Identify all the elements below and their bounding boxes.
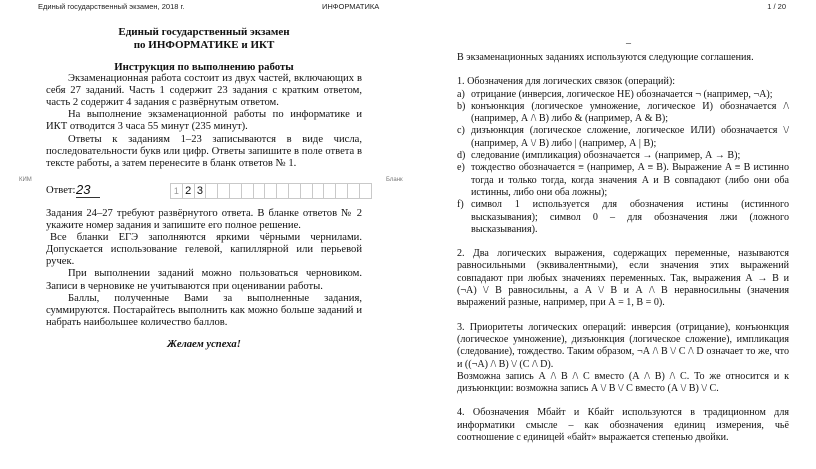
list-item-text: конъюнкция (логическое умножение, логическое И) обозначается /\ (например, А /\ В) либо & (например, А & В); [471,100,789,125]
list-item-label: c) [457,125,465,137]
answer-cell-number: 1 [170,183,183,199]
page-dash: – [626,38,631,49]
right-page [457,52,789,444]
list-item-text: следование (импликация) обозначается → (например, А → В); [471,150,741,162]
answer-cell-digit: 3 [194,183,207,199]
list-item-text: символ 1 используется для обозначения истины (истинного высказывания); символ 0 – для обозначения лжи (ложного высказывания). [471,199,789,235]
section-2-text: 2. Два логических выражения, содержащих переменные, называются равносильными (эквивалентными), если значения этих выражений совпадают при любых значениях переменных. Так, выражения А → В и (¬А) \/ В равносильны, а А \/ В и А /\ В неравносильны (значения выражений разные, например, при А = 1, В = 0). [457,248,789,309]
list-item-label: f) [457,199,464,211]
list-item [457,162,789,199]
instruction-para-6: При выполнении заданий можно пользоваться черновиком. Записи в черновике не учитываются при оценивании работы. [46,268,362,292]
header-page-number: 1 / 20 [767,2,786,11]
instruction-para-1: Экзаменационная работа состоит из двух частей, включающих в себя 27 заданий. Часть 1 содержит 23 задания с кратким ответом, часть 2 содержит 4 задания с развёрнутым ответом. [46,73,362,109]
answer-cell-empty [359,183,372,199]
exam-title-line2: по ИНФОРМАТИКЕ и ИКТ [133,38,275,51]
exam-title-line1: Единый государственный экзамен [118,26,290,38]
conventions-intro: В экзаменационных заданиях используются следующие соглашения. [457,52,754,63]
list-item-text: дизъюнкция (логическое сложение, логическое ИЛИ) обозначается \/ (например, А \/ В) либо | (например, А | В); [471,125,789,149]
list-item [457,199,789,236]
list-item-label: d) [457,150,466,162]
instruction-para-5: Все бланки ЕГЭ заполняются яркими чёрными чернилами. Допускается использование гелевой, капиллярной или перьевой ручек. [46,232,362,268]
answer-value: 23 [76,182,100,198]
instruction-para-4: Задания 24–27 требуют развёрнутого ответа. В бланке ответов № 2 укажите номер задания и запишите его полное решение. [46,208,362,232]
list-item-text: отрицание (инверсия, логическое НЕ) обозначается ¬ (например, ¬А); [471,88,773,100]
blank-label: Бланк [386,177,403,183]
left-page-lower [46,208,362,351]
good-luck-text: Желаем успеха! [167,338,241,350]
header-exam-year: Единый государственный экзамен, 2018 г. [38,2,185,11]
answer-cell-digit: 2 [182,183,195,199]
left-page [46,26,362,170]
list-item [457,125,789,150]
list-item [457,101,789,126]
list-item-label: b) [457,100,466,112]
instruction-para-7: Баллы, полученные Вами за выполненные задания, суммируются. Постарайтесь выполнить как можно больше заданий и набрать наибольшее количество баллов. [46,292,362,328]
instruction-para-3: Ответы к заданиям 1–23 записываются в виде числа, последовательности букв или цифр. Ответы запишите в поле ответа в тексте работы, а затем перенесите в бланк ответов № 1. [46,133,362,169]
answer-label: Ответ: [46,185,76,196]
answer-cells [170,183,371,199]
section-1-title: 1. Обозначения для логических связок (операций): [457,76,676,88]
header-subject: ИНФОРМАТИКА [322,2,380,11]
list-item [457,89,789,101]
instruction-para-2: На выполнение экзаменационной работы по информатике и ИКТ отводится 3 часа 55 минут (235 минут). [46,109,362,133]
list-item-text: тождество обозначается ≡ (например, A ≡ B). Выражение A ≡ B истинно тогда и только тогда, когда значения A и B совпадают (либо они оба истинны, либо они оба ложны); [471,162,789,198]
section-3-text: 3. Приоритеты логических операций: инверсия (отрицание), конъюнкция (логическое умножение), дизъюнкция (логическое сложение), импликация (следование), тождество. Таким образом, ¬А /\ В \/ С /\ D означает то же, что и ((¬А) /\ В) \/ (С /\ D). [457,321,789,370]
kim-label: КИМ [19,177,32,183]
list-item-label: a) [457,88,465,100]
section-4-text: 4. Обозначения Мбайт и Кбайт используются в традиционном для информатики смысле – как обозначения единиц измерения, чьё соотношение с единицей «байт» выражается степенью двойки. [457,407,789,444]
section-3-note: Возможна запись А /\ В /\ С вместо (А /\ В) /\ С. То же относится и к дизъюнкции: возможна запись А \/ В \/ С вместо (А \/ В) \/ С. [457,370,789,395]
list-item [457,150,789,162]
list-item-label: e) [457,162,465,174]
instruction-title: Инструкция по выполнению работы [114,61,294,73]
